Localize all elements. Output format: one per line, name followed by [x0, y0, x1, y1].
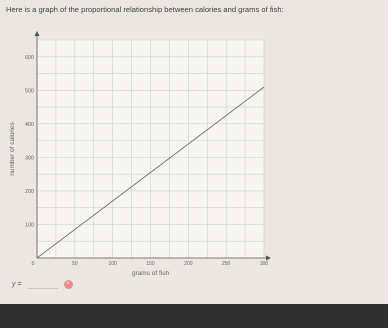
x-tick-label: 50	[72, 261, 78, 267]
x-tick-label: 200	[184, 261, 193, 267]
y-tick-label: 500	[24, 88, 34, 95]
x-axis-label: grams of fish	[131, 270, 170, 277]
y-tick-label: 600	[24, 54, 34, 61]
y-axis-label: number of calories	[9, 122, 16, 176]
x-tick-label: 300	[259, 261, 269, 267]
y-tick-label: 400	[24, 121, 34, 128]
answer-label: y =	[12, 280, 22, 288]
bottom-bar	[0, 304, 388, 328]
y-tick-label: 100	[24, 222, 34, 229]
question-prompt: Here is a graph of the proportional relationship between calories and grams of fish:	[6, 5, 284, 14]
y-axis-arrow	[35, 31, 40, 36]
answer-input[interactable]	[28, 279, 58, 289]
x-tick-label: 0	[31, 261, 35, 267]
x-tick-label: 100	[108, 261, 117, 267]
x-axis-arrow	[266, 256, 271, 261]
grid	[37, 40, 264, 258]
y-tick-label: 200	[24, 188, 34, 195]
x-tick-label: 150	[146, 261, 155, 267]
x-tick-label: 250	[221, 261, 231, 267]
answer-row	[12, 278, 73, 290]
y-tick-label: 300	[24, 155, 34, 162]
incorrect-icon: ×	[64, 280, 73, 289]
